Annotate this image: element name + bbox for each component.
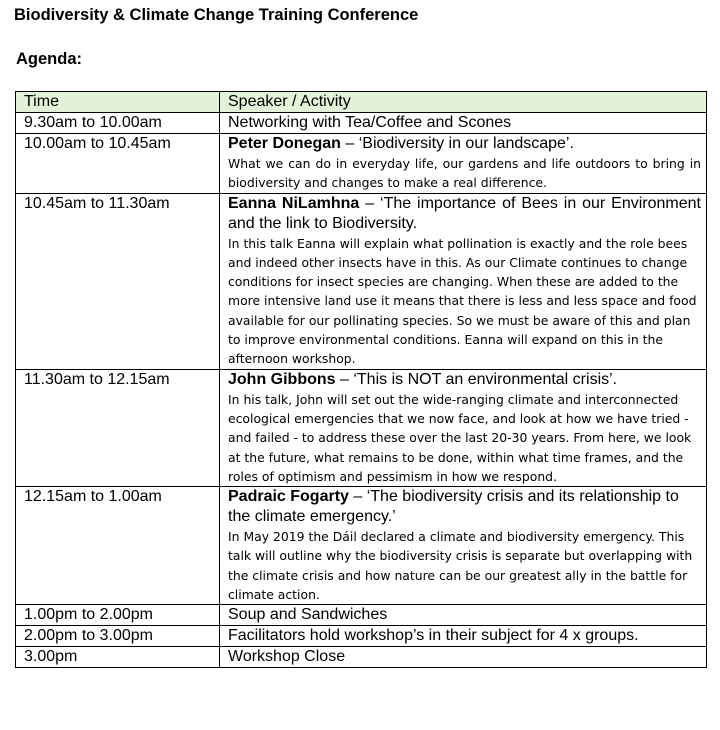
speaker-name: Peter Donegan [228,135,341,152]
row-activity: Networking with Tea/Coffee and Scones [220,113,707,134]
talk-title: – ‘The biodiversity crisis and its relationship to the climate emergency.’ [228,488,679,526]
row-activity [220,487,707,605]
table-row [16,134,707,194]
table-row [16,369,707,486]
row-activity [220,369,707,486]
row-activity [220,193,707,369]
speaker-name: Eanna NiLamhna [228,194,360,212]
table-row [16,487,707,605]
table-row [16,647,707,668]
talk-description: In May 2019 the Dáil declared a climate and biodiversity emergency. This talk will outline why the biodiversity crisis is separate but overlapping with the climate crisis and how nature can be our greatest ally in the battle for climate action. [228,529,693,603]
row-activity [220,134,707,194]
talk-title: – ‘Biodiversity in our landscape’. [340,135,574,152]
row-time: 10.45am to 11.30am [16,193,220,369]
table-row [16,626,707,647]
table-row [16,113,707,134]
row-time: 12.15am to 1.00am [16,487,220,605]
agenda-heading: Agenda: [16,50,82,68]
row-activity: Soup and Sandwiches [220,605,707,626]
document-title: Biodiversity & Climate Change Training Conference [14,6,419,24]
speaker-name: Padraic Fogarty [228,488,349,506]
row-time: 3.00pm [16,647,220,668]
row-time: 10.00am to 10.45am [16,134,220,194]
table-row [16,605,707,626]
speaker-name: John Gibbons [228,370,336,388]
agenda-table [15,91,707,668]
table-header-row [16,92,707,113]
row-activity: Workshop Close [220,647,707,668]
row-time: 2.00pm to 3.00pm [16,626,220,647]
row-time: 9.30am to 10.00am [16,113,220,134]
row-activity: Facilitators hold workshop’s in their subject for 4 x groups. [220,626,707,647]
talk-description: In this talk Eanna will explain what pollination is exactly and the role bees and indeed other insects have in this. As our Climate continues to change conditions for insect species are changing. When these are added to the more intensive land use it means that there is less and less space and food available for our pollinating species. So we must be aware of this and plan to improve environmental conditions. Eanna will expand on this in the afternoon workshop. [228,235,697,367]
row-time: 1.00pm to 2.00pm [16,605,220,626]
header-time: Time [16,92,220,113]
row-time: 11.30am to 12.15am [16,369,220,486]
talk-title: – ‘This is NOT an environmental crisis’. [335,370,618,388]
talk-description: What we can do in everyday life, our gardens and life outdoors to bring in biodiversity and changes to make a real difference. [228,156,701,191]
table-row [16,193,707,369]
talk-description: In his talk, John will set out the wide-ranging climate and interconnected ecological emergencies that we now face, and look at how we have tried - and failed - to address these over the last 20-30 years. From here, we look at the future, what remains to be done, within what time frames, and the roles of optimism and pessimism in how we respond. [228,391,692,484]
talk-title: – ‘The importance of Bees in our Environment and the link to Biodiversity. [228,194,701,232]
header-activity: Speaker / Activity [220,92,707,113]
